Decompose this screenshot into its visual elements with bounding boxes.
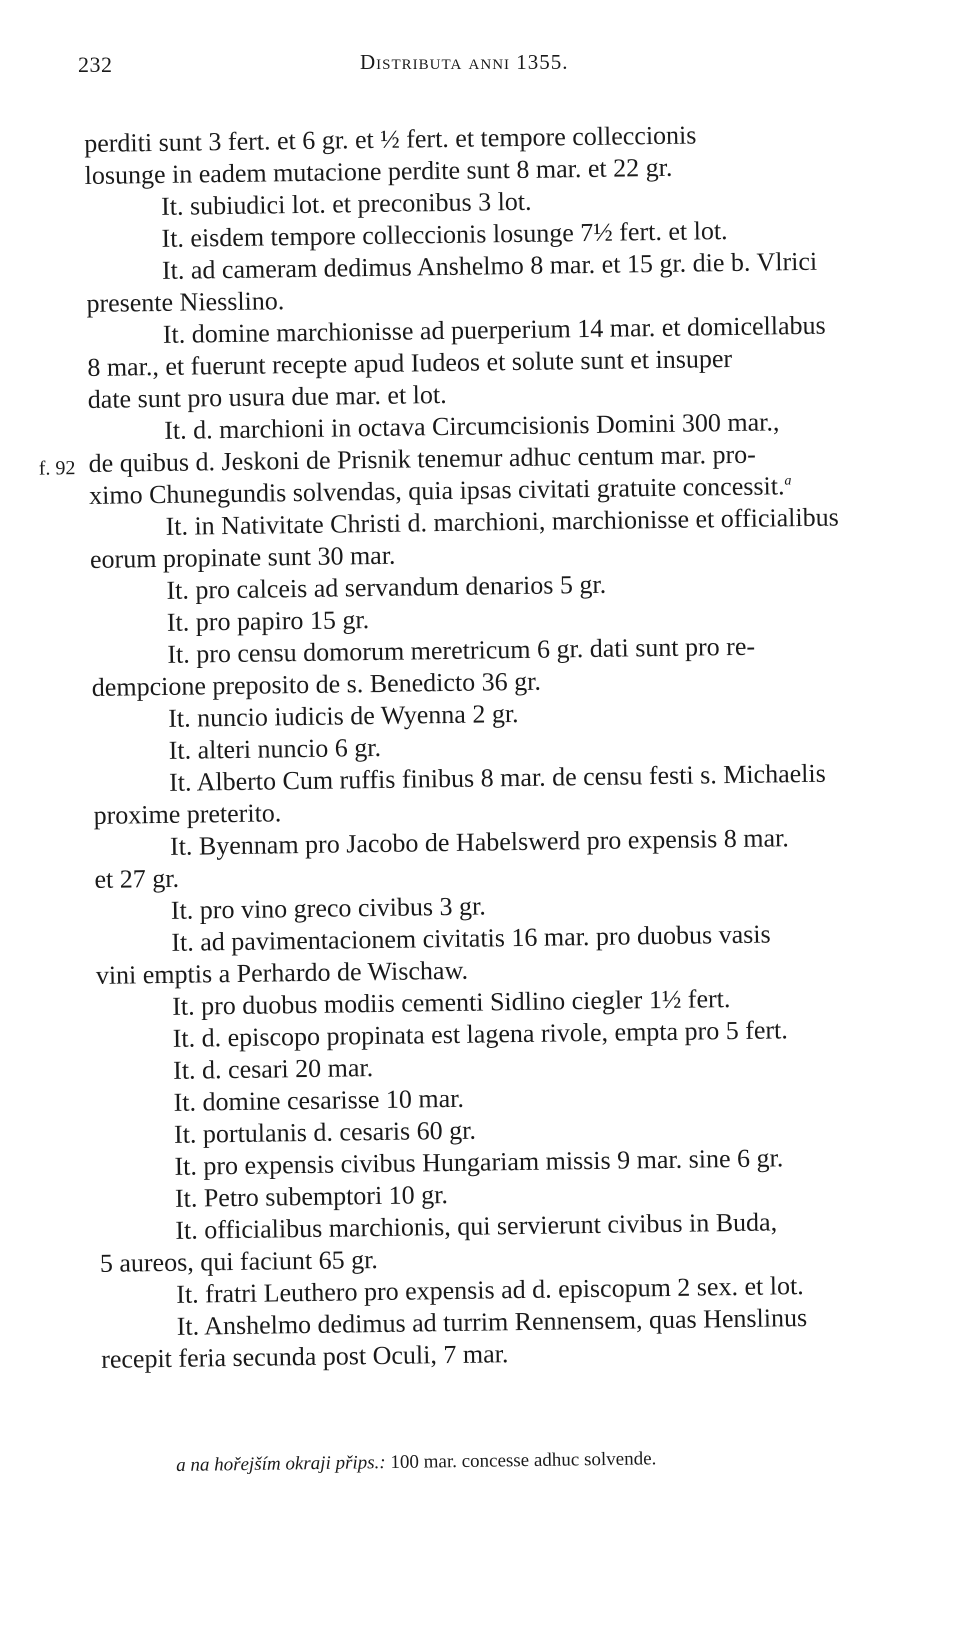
footnote-label: na hořejším okraji přips.: bbox=[190, 1452, 386, 1476]
line-text: ximo Chunegundis solvendas, quia ipsas civitati gratuite concessit. bbox=[88, 471, 785, 510]
line-text: proxime preterito. bbox=[93, 798, 282, 830]
line-text: It. ad pavimentacionem civitatis 16 mar. pro duobus vasis bbox=[171, 919, 771, 957]
line-text: It. Anshelmo dedimus ad turrim Rennensem, quas Henslinus bbox=[176, 1303, 808, 1341]
line-text: It. domine marchionisse ad puerperium 14 mar. et domicellabus bbox=[162, 310, 826, 349]
line-text: de quibus d. Jeskoni de Prisnik tenemur adhuc centum mar. pro- bbox=[88, 439, 757, 478]
line-text: It. eisdem tempore colleccionis losunge 7½ fert. et lot. bbox=[161, 216, 728, 253]
footnote bbox=[176, 1448, 656, 1477]
line-text: It. d. cesari 20 mar. bbox=[172, 1053, 374, 1085]
line-text: It. pro censu domorum meretricum 6 gr. dati sunt pro re- bbox=[167, 631, 756, 669]
line-text: It. pro expensis civibus Hungariam missis 9 mar. sine 6 gr. bbox=[174, 1143, 784, 1181]
line-text: It. pro vino greco civibus 3 gr. bbox=[170, 891, 486, 925]
footnote-reference: a bbox=[784, 473, 792, 489]
line-text: It. d. episcopo propinata est lagena rivole, empta pro 5 fert. bbox=[172, 1015, 789, 1053]
line-text: presente Niesslino. bbox=[86, 286, 285, 318]
line-text: It. Byennam pro Jacobo de Habelswerd pro expensis 8 mar. bbox=[169, 823, 789, 861]
line-text: vini emptis a Perhardo de Wischaw. bbox=[95, 955, 469, 990]
line-text: 5 aureos, qui faciunt 65 gr. bbox=[99, 1245, 379, 1278]
line-text: It. ad cameram dedimus Anshelmo 8 mar. et 15 gr. die b. Vlrici bbox=[161, 246, 818, 285]
line-text: It. pro papiro 15 gr. bbox=[166, 605, 370, 637]
line-text: It. in Nativitate Christi d. marchioni, marchionisse et officialibus bbox=[165, 502, 839, 541]
line-text: perditi sunt 3 fert. et 6 gr. et ½ fert. et tempore colleccionis bbox=[84, 120, 697, 158]
line-text: losunge in eadem mutacione perdite sunt 8 mar. et 22 gr. bbox=[84, 152, 673, 190]
line-text: It. Petro subemptori 10 gr. bbox=[174, 1180, 449, 1213]
line-text: It. domine cesarisse 10 mar. bbox=[173, 1083, 465, 1117]
footnote-text: 100 mar. concesse adhuc solvende. bbox=[390, 1448, 657, 1474]
line-text: date sunt pro usura due mar. et lot. bbox=[87, 379, 447, 414]
page-number: 232 bbox=[78, 52, 113, 77]
line-text: It. fratri Leuthero pro expensis ad d. episcopum 2 sex. et lot. bbox=[176, 1271, 804, 1309]
line-text: It. portulanis d. cesaris 60 gr. bbox=[173, 1115, 477, 1149]
folio-marginal-note: f. 92 bbox=[38, 457, 76, 480]
line-text: It. alteri nuncio 6 gr. bbox=[168, 732, 382, 765]
body-text bbox=[38, 117, 901, 1376]
line-text: recepit feria secunda post Oculi, 7 mar. bbox=[100, 1339, 509, 1374]
line-text: dempcione preposito de s. Benedicto 36 gr. bbox=[91, 666, 542, 702]
line-text: It. d. marchioni in octava Circumcisionis Domini 300 mar., bbox=[164, 407, 780, 445]
line-text: It. subiudici lot. et preconibus 3 lot. bbox=[160, 186, 532, 221]
line-text: It. nuncio iudicis de Wyenna 2 gr. bbox=[168, 698, 519, 733]
line-text: et 27 gr. bbox=[94, 863, 180, 894]
line-text: eorum propinate sunt 30 mar. bbox=[89, 540, 396, 574]
line-text: It. pro calceis ad servandum denarios 5 gr. bbox=[166, 569, 607, 605]
line-text: It. pro duobus modiis cementi Sidlino ciegler 1½ fert. bbox=[172, 984, 731, 1021]
line-text: It. Alberto Cum ruffis finibus 8 mar. de censu festi s. Michaelis bbox=[168, 758, 826, 797]
line-text: It. officialibus marchionis, qui servierunt civibus in Buda, bbox=[175, 1207, 778, 1245]
line-text: 8 mar., et fuerunt recepte apud Iudeos et solute sunt et insuper bbox=[87, 343, 733, 382]
footnote-marker: a bbox=[176, 1454, 186, 1476]
running-head: Distributa anni 1355. bbox=[360, 50, 569, 74]
